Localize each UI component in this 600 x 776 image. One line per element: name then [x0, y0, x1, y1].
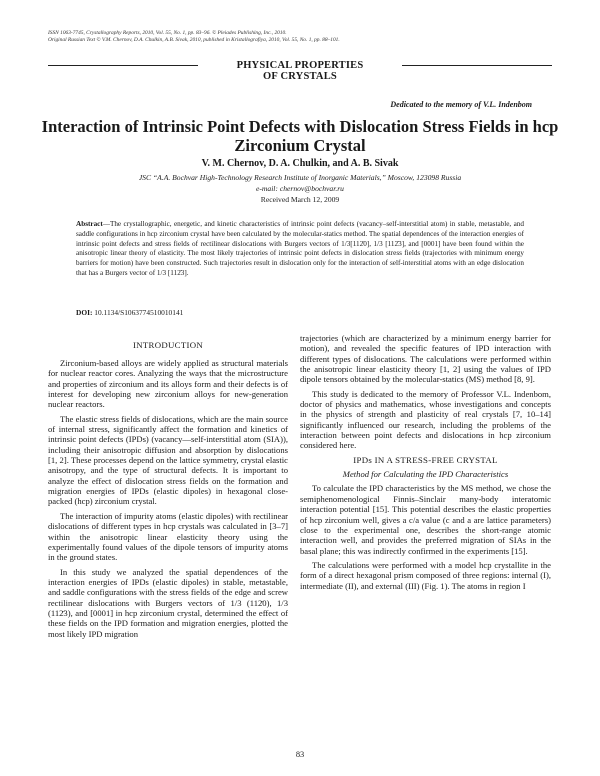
- received-date: Received March 12, 2009: [260, 195, 340, 204]
- section-heading: [200, 60, 400, 82]
- ipd-paragraph-1: To calculate the IPD characteristics by the MS method, we chose the semiphenomenological Finnis–Sinclair many-body interatomic interaction potential [15]. This potential describes the elastic properties of hcp zirconium well, gives a c/a value (c and a are lattice parameters) close to the experimental one, describes the short-range atomic interaction well, and provides the preferred migration of SIAs in the basal plane; this was indirectly confirmed in the experiments [15].: [300, 483, 551, 556]
- intro-paragraph-1: Zirconium-based alloys are widely applied as structural materials for nuclear reactor cores. Analyzing the ways that the microstructure and properties of zirconium and its alloys form and their defects is of interest for developing new zirconium alloys for new-generation nuclear reactors.: [48, 358, 288, 410]
- abstract: [76, 220, 524, 279]
- intro-paragraph-5: This study is dedicated to the memory of Professor V.L. Indenbom, doctor of physics and mathematics, whose investigations and concepts in the physics of strength and plasticity of real crystals [7, 10–14] significantly influenced our research, including the problems of the interaction between point defects and dislocations in hcp zirconium considered here.: [300, 388, 551, 451]
- introduction-heading: INTRODUCTION: [132, 340, 204, 350]
- abstract-text: —The crystallographic, energetic, and kinetic characteristics of intrinsic point defects (vacancy–self-interstitial atom) in stable, metastable, and saddle configurations in hcp zirconium crystal have been calculated by the molecular-statics method. The spatial dependences of the interaction energies of intrinsic point defects and stress fields of rectilinear dislocations with Burgers vectors of 1/3[112̄0], 1/3 [112̄3], and [0001] have been found within the anisotropic linear theory of elasticity. The most likely trajectories of intrinsic point defects in dislocation stress fields (trajectories with minimum energy barriers for motion) have been constructed. Such trajectories result in dislocation only for the interaction of self-interstitial atoms with an edge dislocation that has a Burgers vector of 1/3 [112̄3].: [76, 220, 524, 277]
- section-heading-line2: OF CRYSTALS: [263, 71, 337, 82]
- section-rule-left: [48, 65, 198, 66]
- original-text-line: Original Russian Text © V.M. Chernov, D.A. Chulkin, A.B. Sivak, 2010, published in Kristallografiya, 2010, Vol. 55, No. 1, pp. 88–101.: [48, 37, 340, 43]
- intro-paragraph-4: In this study we analyzed the spatial dependences of the interaction energies of IPDs (elastic dipoles) in stable, metastable, and saddle configurations with the stress fields of the edge and screw rectilinear dislocations with Burgers vectors of 1/3 (112̄0), 1/3 (112̄3), and [0001] in hcp zirconium crystal, determined the effect of these fields on the IPD formation and migration energies, plotted the most likely IPD migration: [48, 566, 288, 639]
- abstract-label: Abstract: [76, 220, 103, 228]
- journal-citation-line: ISSN 1063-7745, Crystallography Reports, 2010, Vol. 55, No. 1, pp. 83–96. © Pleiades Publishing, Inc., 2010.: [48, 30, 287, 36]
- intro-paragraph-4-continued: trajectories (which are characterized by a minimum energy barrier for motion), and revealed the specific features of IPD interaction with different types of dislocations. The calculations were performed within the anisotropic linear elasticity theory [1, 2] using the values of IPD dipole tensors obtained by the molecular-statics (MS) method [8, 9].: [300, 333, 551, 385]
- dedication: Dedicated to the memory of V.L. Indenbom: [390, 100, 532, 109]
- right-column: [300, 333, 551, 595]
- doi: [76, 308, 183, 317]
- ipd-section-heading: IPDs IN A STRESS-FREE CRYSTAL: [353, 454, 498, 465]
- left-column: [48, 358, 288, 643]
- intro-paragraph-2: The elastic stress fields of dislocations, which are the main source of internal stress, significantly affect the formation and kinetics of intrinsic point defects (IPDs) (vacancy—self-interstitial atom (SIA)), including their anisotropic diffusion and absorption by dislocations [1, 2]. These processes depend on the lattice symmetry, crystal elastic anisotropy, and the type of structural defects. It is important to analyze the effect of dislocation stress fields on the formation and migration energies of IPDs (elastic dipoles) in hexagonal close-packed (hcp) zirconium crystal.: [48, 413, 288, 507]
- affiliation: JSC “A.A. Bochvar High-Technology Research Institute of Inorganic Materials,” Moscow, 123098 Russia: [138, 173, 462, 182]
- authors: V. M. Chernov, D. A. Chulkin, and A. B. Sivak: [201, 158, 399, 169]
- ipd-subheading: Method for Calculating the IPD Characteristics: [342, 469, 509, 480]
- doi-label: DOI:: [76, 308, 93, 317]
- intro-paragraph-3: The interaction of impurity atoms (elastic dipoles) with rectilinear dislocations of different types in hcp crystals was calculated in [3–7] within the anisotropic linear elasticity theory using the experimentally found values of the dipole tensors of impurity atoms in the ground states.: [48, 510, 288, 563]
- article-title: Interaction of Intrinsic Point Defects with Dislocation Stress Fields in hcp Zirconium Crystal: [41, 117, 559, 155]
- doi-value: 10.1134/S1063774510010141: [94, 308, 184, 317]
- journal-header: [48, 30, 568, 44]
- section-rule-right: [402, 65, 552, 66]
- section-heading-line1: PHYSICAL PROPERTIES: [236, 60, 364, 71]
- page-number: 83: [295, 750, 305, 759]
- ipd-paragraph-2: The calculations were performed with a model hcp crystallite in the form of a direct hexagonal prism composed of three regions: internal (I), intermediate (II), and external (III) (Fig. 1). The atoms in region I: [300, 559, 551, 591]
- email: e-mail: chernov@bochvar.ru: [256, 184, 344, 193]
